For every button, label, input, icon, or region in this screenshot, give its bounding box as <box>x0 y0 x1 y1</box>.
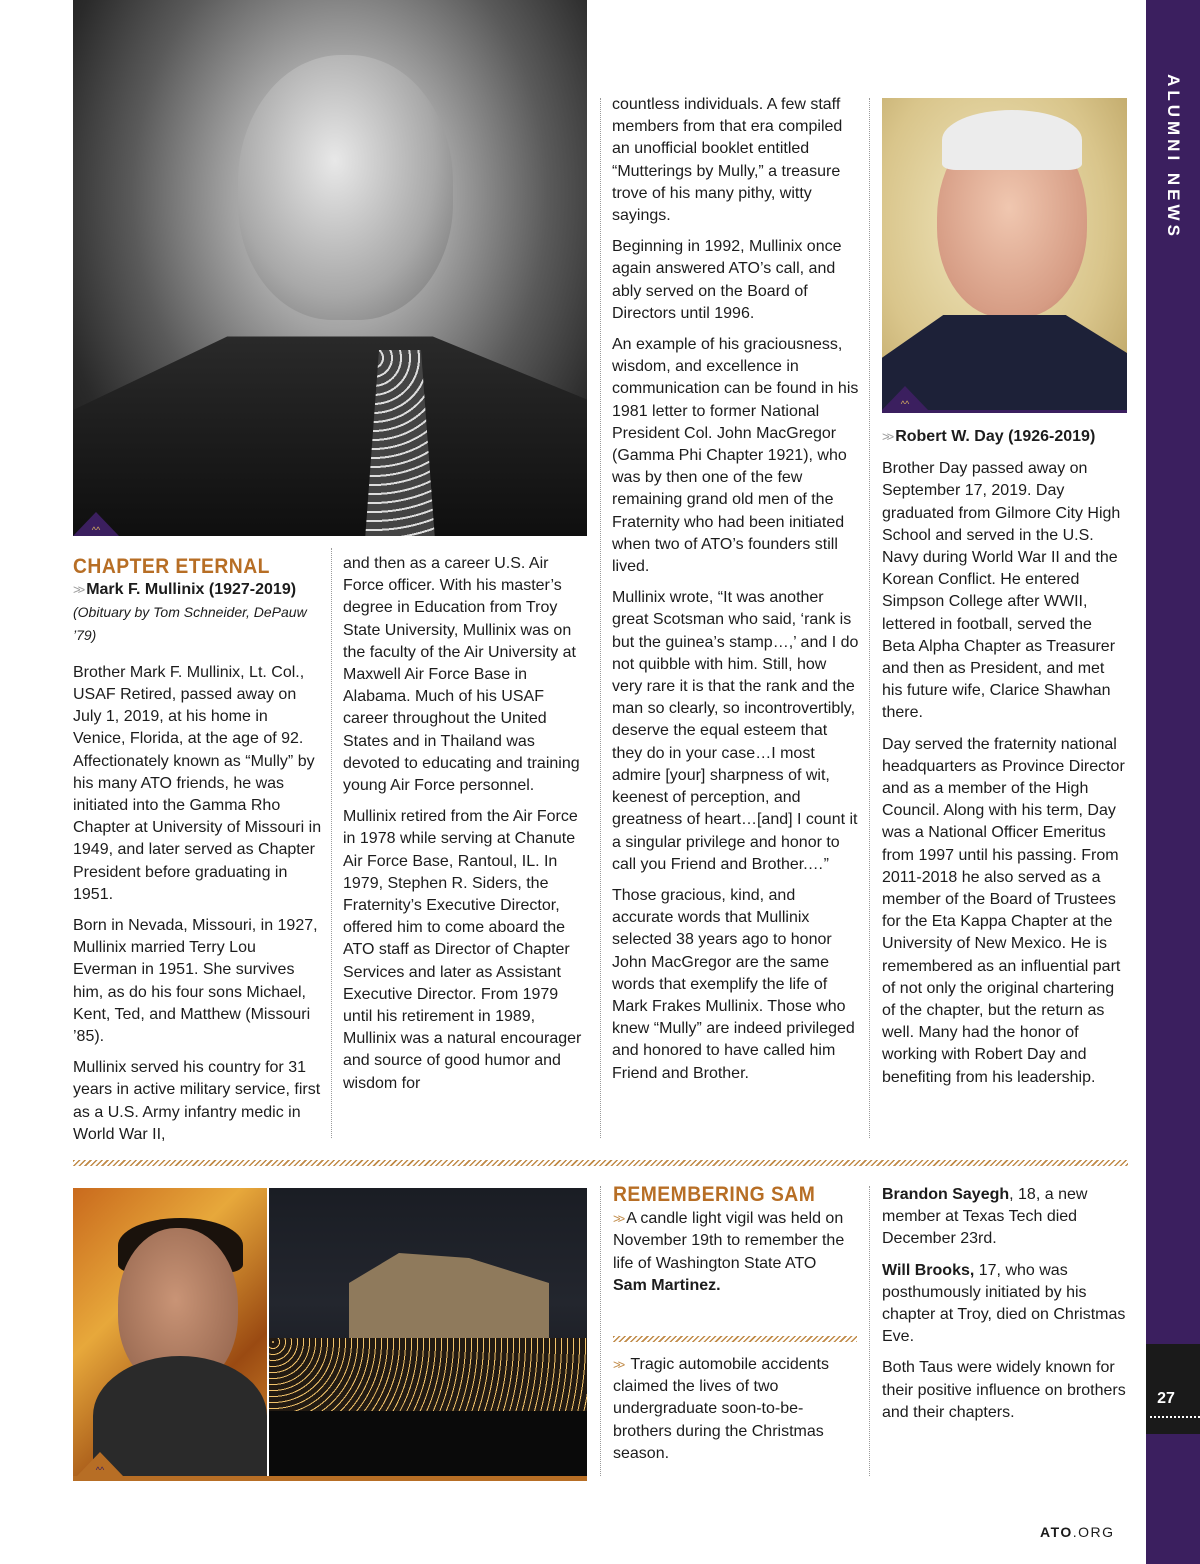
section-title: ALUMNI NEWS <box>1164 74 1183 240</box>
chevron-right-icon: >> <box>613 1211 623 1227</box>
others-column <box>882 1184 1128 1433</box>
paragraph: Brother Mark F. Mullinix, Lt. Col., USAF Retired, passed away on July 1, 2019, at his home in Venice, Florida, at the age of 92. Affectionately known as “Mully” by his many ATO friends, he was initiated into the Gamma Rho Chapter at University of Missouri in 1949, and later served as Chapter President before graduating in 1951. <box>73 663 322 903</box>
chevron-right-icon: >> <box>882 429 892 444</box>
paragraph: An example of his graciousness, wisdom, and excellence in communication can be found in his 1981 letter to former National President Col. John MacGregor (Gamma Phi Chapter 1921), who was by then one of the few remaining grand old men of the Fraternity who had been initiated when two of ATO’s founders still lived. <box>612 336 859 576</box>
column-divider <box>600 98 601 1138</box>
ato-triangle-icon <box>73 512 119 536</box>
svg-text:^^: ^^ <box>900 399 910 409</box>
candle-vigil-photo <box>269 1188 587 1476</box>
footer-brand: ATO.ORG <box>1040 1524 1115 1540</box>
sam-martinez-photo <box>73 1188 267 1476</box>
remembering-sam <box>613 1184 853 1313</box>
obituary-title: >> Mark F. Mullinix (1927-2019) <box>73 581 297 599</box>
column-1 <box>73 556 323 1155</box>
column-divider <box>600 1186 601 1476</box>
byline: (Obituary by Tom Schneider, DePauw ’79) <box>73 604 307 643</box>
photo-underline <box>882 410 1127 413</box>
page-number: 27 <box>1157 1390 1175 1407</box>
paragraph: Those gracious, kind, and accurate words that Mullinix selected 38 years ago to honor John MacGregor are the same words that exemplify the life of Mark Frakes Mullinix. Those who knew “Mully” are indeed privileged and honored to have called him Friend and Brother. <box>612 886 855 1082</box>
chevron-right-icon: >> <box>613 1357 623 1372</box>
obituary-title: >> Robert W. Day (1926-2019) <box>882 428 1096 445</box>
paragraph: and then as a career U.S. Air Force officer. With his master’s degree in Education from Troy State University, Mullinix was on the faculty of the Air University at Maxwell Air Force Base in Alabama. Much of his USAF career throughout the United States and in Thailand was devoted to educating and training young Air Force personnel. <box>343 555 580 795</box>
photo-underline <box>73 1476 587 1481</box>
paragraph: Day served the fraternity national headquarters as Province Director and as a member of the High Council. Along with his term, Day was a National Officer Emeritus from 1997 until his passing. From 2011-2018 he also served as a member of the Board of Trustees for the Eta Kappa Chapter at the University of New Mexico. He is remembered as an influential part of not only the original chartering of the chapter, but the return as well. Many had the honor of working with Robert Day and benefiting from his leadership. <box>882 735 1125 1086</box>
column-divider <box>331 548 332 1138</box>
paragraph: countless individuals. A few staff members from that era compiled an unofficial booklet entitled “Mutterings by Mully,” a treasure trove of his many pithy, witty sayings. <box>612 96 843 225</box>
section-divider <box>613 1336 857 1342</box>
paragraph: Beginning in 1992, Mullinix once again answered ATO’s call, and ably served on the Board of Directors until 1996. <box>612 238 842 322</box>
paragraph: Brother Day passed away on September 17, 2019. Day graduated from Gilmore City High School and served in the U.S. Navy during World War II and the Korean Conflict. He entered Simpson College after WWII, lettered in football, served the Beta Alpha Chapter as Treasurer and then as President, and met his future wife, Clarice Shawhan there. <box>882 460 1121 722</box>
paragraph: Born in Nevada, Missouri, in 1927, Mullinix married Terry Lou Everman in 1951. She survives him, as do his four sons Michael, Kent, Ted, and Matthew (Missouri ’85). <box>73 917 318 1046</box>
svg-text:^^: ^^ <box>91 525 101 535</box>
chapter-eternal-heading: CHAPTER ETERNAL <box>73 555 270 578</box>
brandon-paragraph: Brandon Sayegh, 18, a new member at Texas Tech died December 23rd. <box>882 1186 1088 1248</box>
accidents-block <box>613 1354 853 1474</box>
paragraph: Both Taus were widely known for their positive influence on brothers and their chapters. <box>882 1359 1126 1421</box>
paragraph: Mullinix served his country for 31 years in active military service, first as a U.S. Army infantry medic in World War II, <box>73 1059 321 1143</box>
mullinix-photo <box>73 0 587 536</box>
page-number-dots <box>1150 1416 1200 1418</box>
remembering-sam-heading: REMEMBERING SAM <box>613 1183 816 1206</box>
will-paragraph: Will Brooks, 17, who was posthumously initiated by his chapter at Troy, died on Christmas Eve. <box>882 1261 1126 1346</box>
column-divider <box>869 98 870 1138</box>
page-number-tab <box>1146 1344 1200 1434</box>
paragraph: Mullinix retired from the Air Force in 1978 while serving at Chanute Air Force Base, Rantoul, IL. In 1979, Stephen R. Siders, the Fraternity’s Executive Director, offered him to come aboard the ATO staff as Director of Chapter Services and later as Assistant Executive Director. From 1979 until his retirement in 1989, Mullinix was a natural encourager and source of good humor and wisdom for <box>343 808 582 1092</box>
column-2 <box>343 553 590 1104</box>
ato-triangle-icon <box>882 386 928 410</box>
vigil-paragraph: >> A candle light vigil was held on November 19th to remember the life of Washington State ATO Sam Martinez. <box>613 1210 845 1294</box>
robert-day-photo <box>882 98 1127 410</box>
column-3 <box>612 94 860 1094</box>
column-4 <box>882 426 1128 1098</box>
accidents-paragraph: >> Tragic automobile accidents claimed the lives of two undergraduate soon-to-be-brothers during the Christmas season. <box>613 1356 829 1462</box>
section-divider <box>73 1160 1128 1166</box>
ato-triangle-icon <box>77 1452 123 1476</box>
paragraph: Mullinix wrote, “It was another great Scotsman who said, ‘rank is but the guinea’s stamp…,’ and I do not quibble with him. Still, how very rare it is that the rank and the man so clearly, so incontrovertibly, deserve the equal esteem that they do in your case…I most admire [your] sharpness of wit, keenest of perception, and greatness of heart…[and] I count it a singular privilege and honor to call you Friend and Brother.…” <box>612 589 859 873</box>
column-divider <box>869 1186 870 1476</box>
svg-text:^^: ^^ <box>95 1465 105 1475</box>
chevron-right-icon: >> <box>73 582 83 598</box>
